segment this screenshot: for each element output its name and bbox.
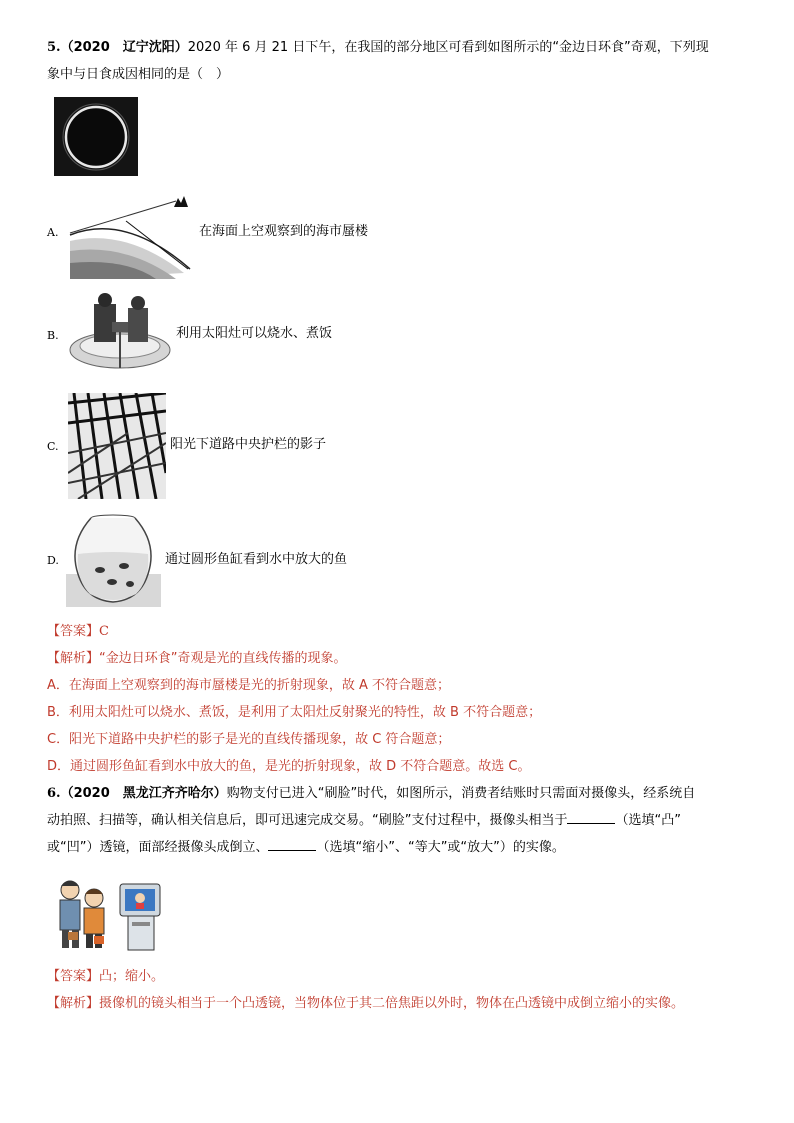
solar-cooker-image (66, 290, 174, 374)
q5-answer-line (47, 622, 109, 642)
face-payment-image (50, 876, 168, 952)
q6-stem-line3 (47, 838, 565, 858)
annular-eclipse-image (54, 97, 138, 176)
q6-stem-text1: 购物支付已进入“刷脸”时代，如图所示，消费者结账时只需面对摄像头，经系统自 (226, 786, 696, 801)
option-d-text: 通过圆形鱼缸看到水中放大的鱼 (165, 552, 348, 567)
option-b-text: 利用太阳灶可以烧水、煮饭 (176, 326, 333, 341)
q5-analysis-line2: B．利用太阳灶可以烧水、煮饭，是利用了太阳灶反射聚光的特性，故 B 不符合题意； (47, 705, 542, 720)
q5-analysis-line4: D．通过圆形鱼缸看到水中放大的鱼，是光的折射现象，故 D 不符合题意。故选 C。 (47, 759, 531, 774)
q5-stem-text: 2020 年 6 月 21 日下午，在我国的部分地区可看到如图所示的“金边日环食”奇观，下列现 (187, 40, 709, 55)
q5-source: （2020 辽宁沈阳） (60, 40, 188, 55)
option-c-text: 阳光下道路中央护栏的影子 (170, 437, 327, 452)
q6-blank-2[interactable] (268, 838, 316, 851)
q5-analysis-line0 (47, 649, 347, 669)
q6-stem-text3a: 或“凹”）透镜，面部经摄像头成倒立、 (47, 840, 269, 855)
mirage-image (66, 193, 196, 279)
fish-bowl-image (66, 514, 161, 607)
q6-answer-value: 凸；缩小。 (99, 969, 165, 984)
q6-stem-line1 (47, 784, 695, 804)
q6-answer-line (47, 967, 164, 987)
q6-stem-text3b: （选填“缩小”、“等大”或“放大”）的实像。 (316, 840, 565, 855)
option-b-letter: B. (47, 329, 59, 342)
q6-stem-text2a: 动拍照、扫描等，确认相关信息后，即可迅速完成交易。“刷脸”支付过程中，摄像头相当于 (47, 813, 568, 828)
q5-stem-line1 (47, 38, 709, 58)
q6-stem-text2b: （选填“凸” (615, 813, 681, 828)
q6-blank-1[interactable] (567, 811, 615, 824)
option-d-letter: D. (47, 554, 59, 567)
q5-stem-line2: 象中与日食成因相同的是（ ） (47, 67, 230, 82)
q5-answer-value: C (99, 624, 109, 639)
q5-analysis-line3: C．阳光下道路中央护栏的影子是光的直线传播现象，故 C 符合题意； (47, 732, 451, 747)
option-a-text: 在海面上空观察到的海市蜃楼 (199, 224, 369, 239)
q5-analysis-text0: “金边日环食”奇观是光的直线传播的现象。 (99, 651, 347, 666)
q6-answer-tag: 【答案】 (47, 969, 100, 984)
q6-source: （2020 黑龙江齐齐哈尔） (60, 786, 227, 801)
option-a-letter: A. (47, 226, 59, 239)
q6-analysis-text: 摄像机的镜头相当于一个凸透镜，当物体位于其二倍焦距以外时，物体在凸透镜中成倒立缩小的实像。 (99, 996, 685, 1011)
q6-analysis-tag: 【解析】 (47, 996, 100, 1011)
q5-analysis-line1: A．在海面上空观察到的海市蜃楼是光的折射现象，故 A 不符合题意； (47, 678, 451, 693)
q5-number: 5. (47, 40, 61, 55)
q5-answer-tag: 【答案】 (47, 624, 100, 639)
q6-analysis-line (47, 994, 684, 1014)
q6-number: 6. (47, 786, 61, 801)
railing-shadow-image (68, 393, 166, 499)
q5-analysis-tag: 【解析】 (47, 651, 100, 666)
option-c-letter: C. (47, 440, 59, 453)
q6-stem-line2 (47, 811, 681, 831)
